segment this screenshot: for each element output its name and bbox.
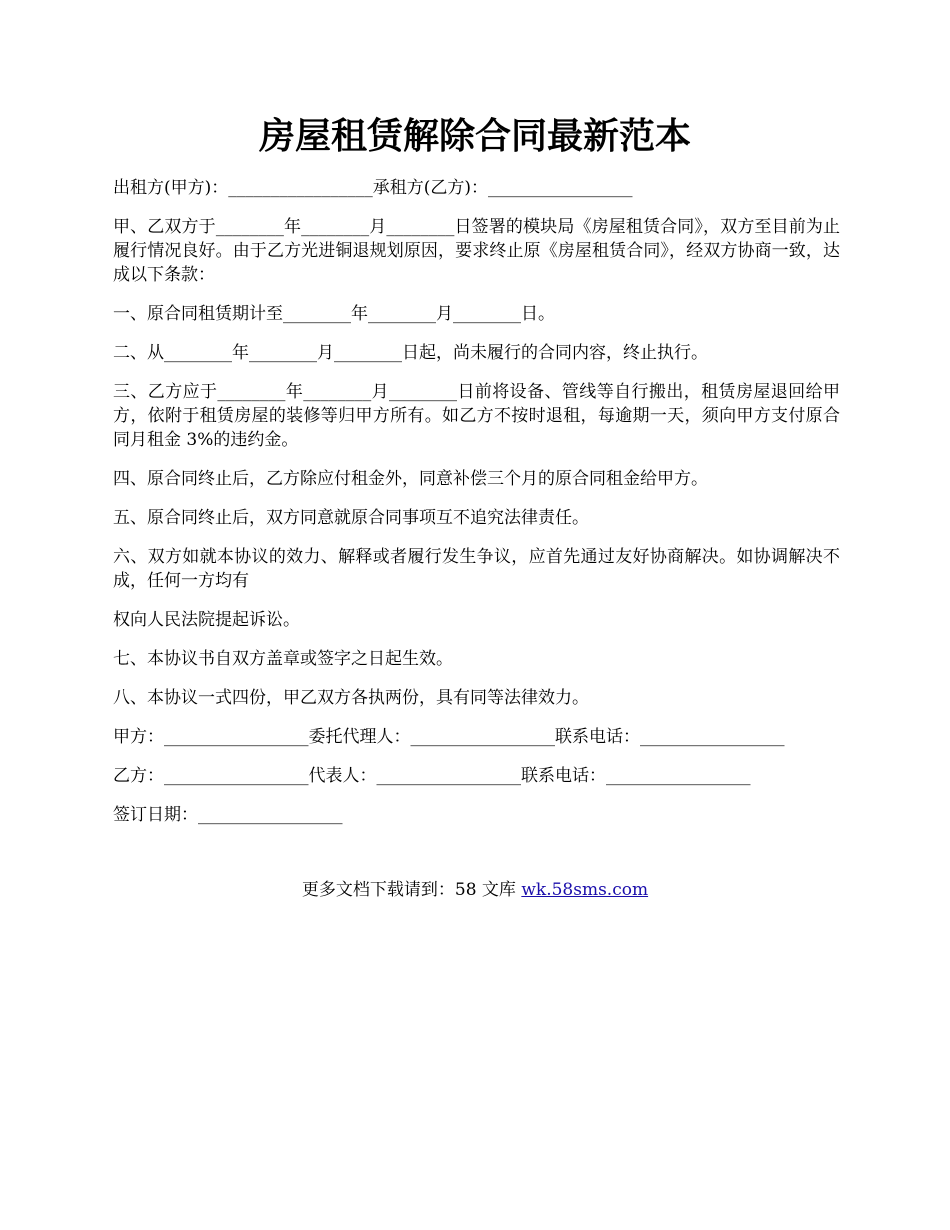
- parties-line: 出租方(甲方)：_________________承租方(乙方)：_________________: [113, 178, 633, 198]
- footer-text: 更多文档下载请到：58 文库: [301, 880, 522, 900]
- clause-8: 八、本协议一式四份，甲乙双方各执两份，具有同等法律效力。: [113, 688, 589, 708]
- party-b-signature-line: 乙方：_________________代表人：_________________联系电话：_________________: [113, 766, 751, 786]
- signing-date-line: 签订日期：_________________: [113, 805, 343, 825]
- clause-6: 六、双方如就本协议的效力、解释或者履行发生争议，应首先通过友好协商解决。如协调解决不成，任何一方均有: [113, 547, 840, 591]
- clause-6-continued: 权向人民法院提起诉讼。: [113, 610, 300, 630]
- clause-2: 二、从________年________月________日起，尚未履行的合同内容，终止执行。: [113, 343, 708, 363]
- clause-3: 三、乙方应于________年________月________日前将设备、管线等自行搬出，租赁房屋退回给甲方，依附于租赁房屋的装修等归甲方所有。如乙方不按时退租，每逾期一天，须向甲方支付原合同月租金 3%的违约金。: [113, 382, 840, 450]
- party-a-signature-line: 甲方：_________________委托代理人：_________________联系电话：_________________: [113, 727, 785, 747]
- clause-4: 四、原合同终止后，乙方除应付租金外，同意补偿三个月的原合同租金给甲方。: [113, 469, 708, 489]
- footer: [0, 878, 950, 902]
- document-title: 房屋租赁解除合同最新范本: [258, 115, 691, 157]
- clause-1: 一、原合同租赁期计至________年________月________日。: [113, 304, 555, 324]
- clause-5: 五、原合同终止后，双方同意就原合同事项互不追究法律责任。: [113, 508, 589, 528]
- footer-link[interactable]: wk.58sms.com: [521, 880, 649, 900]
- preamble-paragraph: 甲、乙双方于________年________月________日签署的模块局《房屋租赁合同》，双方至目前为止履行情况良好。由于乙方光进铜退规划原因，要求终止原《房屋租赁合同》，经双方协商一致，达成以下条款：: [113, 217, 840, 285]
- clause-7: 七、本协议书自双方盖章或签字之日起生效。: [113, 649, 453, 669]
- document-body: [113, 176, 840, 842]
